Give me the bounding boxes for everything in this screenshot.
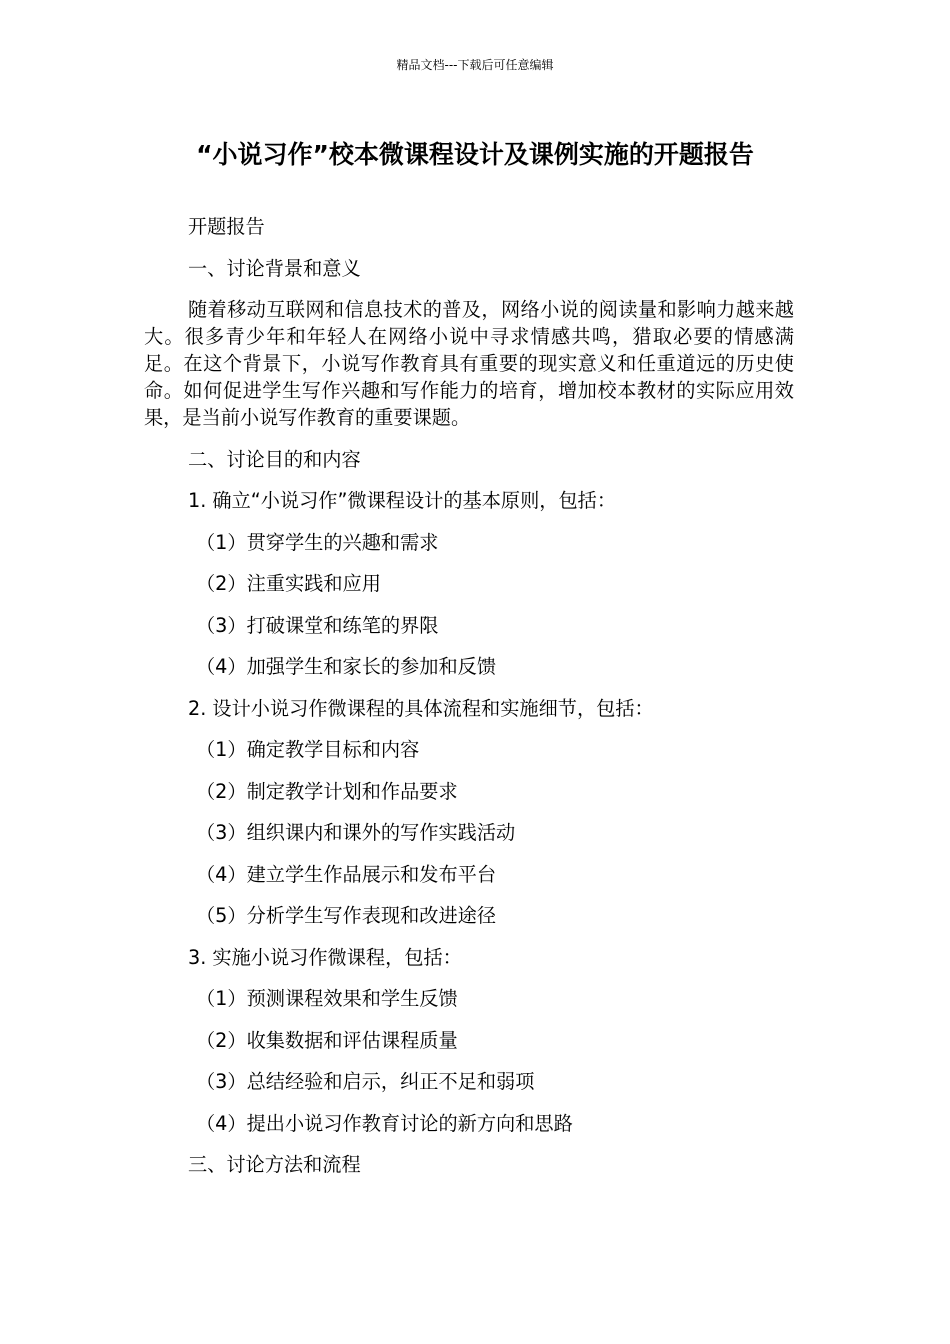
list-item: （3）打破课堂和练笔的界限: [196, 613, 439, 637]
list-item: （2）注重实践和应用: [196, 572, 381, 595]
report-label: 开题报告: [188, 215, 265, 238]
document-body: [144, 213, 794, 1193]
list-item: （5）分析学生写作表现和改进途径: [196, 904, 497, 927]
section-heading-background: 一、讨论背景和意义: [188, 256, 361, 280]
list-item: （1）预测课程效果和学生反馈: [196, 987, 458, 1010]
goal-item-3: 3. 实施小说习作微课程，包括：: [188, 945, 462, 969]
goal-item-2: 2. 设计小说习作微课程的具体流程和实施细节，包括：: [188, 696, 654, 720]
background-paragraph: 随着移动互联网和信息技术的普及，网络小说的阅读量和影响力越来越大。很多青少年和年轻人在网络小说中寻求情感共鸣，猎取必要的情感满足。在这个背景下，小说写作教育具有重要的现实意义和任重道远的历史使命。如何促进学生写作兴趣和写作能力的培育，增加校本教材的实际应用效果，是当前小说写作教育的重要课题。: [144, 298, 794, 429]
list-item: （4）加强学生和家长的参加和反馈: [196, 655, 497, 678]
list-item: （2）收集数据和评估课程质量: [196, 1028, 458, 1052]
list-item: （4）建立学生作品展示和发布平台: [196, 862, 497, 886]
list-item: （3）组织课内和课外的写作实践活动: [196, 821, 516, 844]
section-heading-goals: 二、讨论目的和内容: [188, 447, 361, 471]
list-item: （2）制定教学计划和作品要求: [196, 779, 458, 803]
list-item: （4）提出小说习作教育讨论的新方向和思路: [196, 1111, 573, 1135]
list-item: （1）贯穿学生的兴趣和需求: [196, 530, 439, 554]
goal-item-1: 1. 确立“小说习作”微课程设计的基本原则，包括：: [188, 489, 617, 512]
list-item: （3）总结经验和启示，纠正不足和弱项: [196, 1070, 535, 1093]
section-heading-methods: 三、讨论方法和流程: [188, 1153, 361, 1176]
page-header-note: 精品文档---下载后可任意编辑: [396, 58, 554, 72]
document-title: “小说习作”校本微课程设计及课例实施的开题报告: [196, 140, 754, 169]
list-item: （1）确定教学目标和内容: [196, 738, 420, 761]
